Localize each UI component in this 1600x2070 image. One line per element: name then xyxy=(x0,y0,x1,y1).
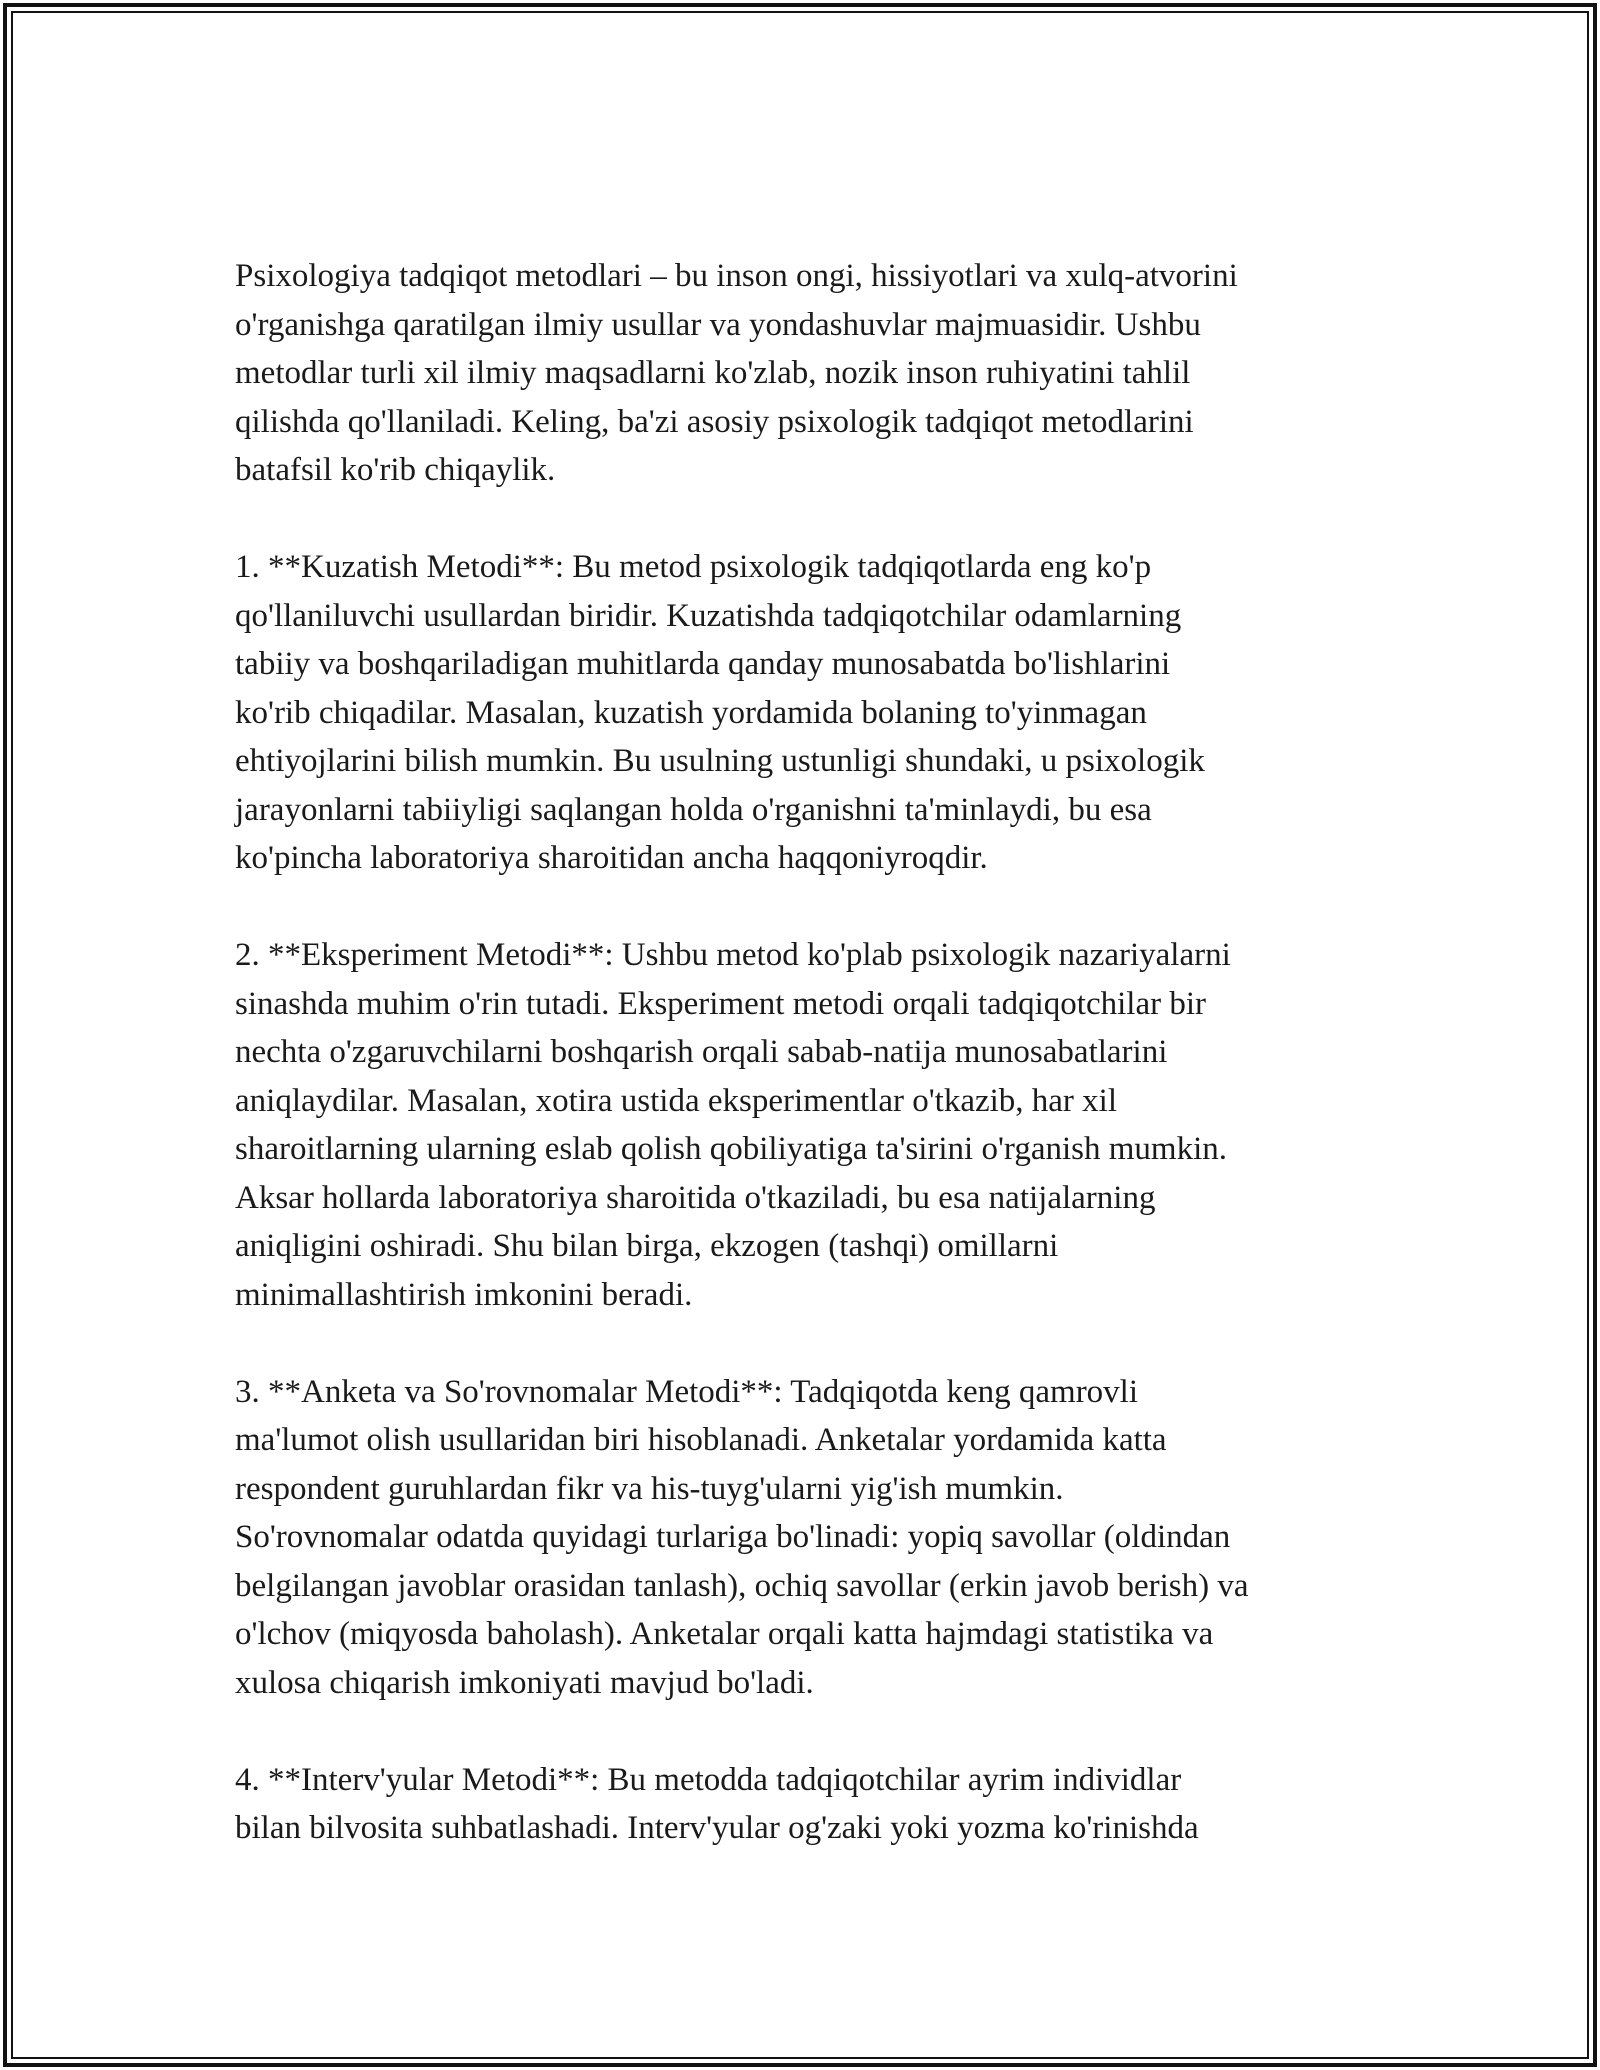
text-line: batafsil ko'rib chiqaylik. xyxy=(235,452,556,488)
text-line: tabiiy va boshqariladigan muhitlarda qanday munosabatda bo'lishlarini xyxy=(235,646,1171,682)
kuzatish-paragraph xyxy=(235,543,1375,883)
text-line: 2. **Eksperiment Metodi**: Ushbu metod ko'plab psixologik nazariyalarni xyxy=(235,937,1231,973)
text-line: metodlar turli xil ilmiy maqsadlarni ko'zlab, nozik inson ruhiyatini tahlil xyxy=(235,355,1191,391)
intervyu-paragraph xyxy=(235,1756,1375,1853)
text-line: qo'llaniluvchi usullardan biridir. Kuzatishda tadqiqotchilar odamlarning xyxy=(235,597,1182,634)
text-line: So'rovnomalar odatda quyidagi turlariga bo'linadi: yopiq savollar (oldindan xyxy=(235,1519,1231,1555)
text-line: jarayonlarni tabiiyligi saqlangan holda o'rganishni ta'minlaydi, bu esa xyxy=(235,791,1152,828)
text-line: nechta o'zgaruvchilarni boshqarish orqali sabab-natija munosabatlarini xyxy=(235,1034,1168,1070)
text-line: xulosa chiqarish imkoniyati mavjud bo'ladi. xyxy=(235,1664,814,1701)
text-line: qilishda qo'llaniladi. Keling, ba'zi asosiy psixologik tadqiqot metodlarini xyxy=(235,403,1194,440)
text-line: 4. **Interv'yular Metodi**: Bu metodda tadqiqotchilar ayrim individlar xyxy=(235,1761,1182,1798)
document-body xyxy=(235,252,1375,1901)
text-line: bilan bilvosita suhbatlashadi. Interv'yular og'zaki yoki yozma ko'rinishda xyxy=(235,1810,1199,1846)
text-line: Psixologiya tadqiqot metodlari – bu inson ongi, hissiyotlari va xulq-atvorini xyxy=(235,258,1238,294)
anketa-paragraph xyxy=(235,1368,1375,1708)
text-line: sharoitlarning ularning eslab qolish qobiliyatiga ta'sirini o'rganish mumkin. xyxy=(235,1131,1227,1167)
text-line: ma'lumot olish usullaridan biri hisoblanadi. Anketalar yordamida katta xyxy=(235,1422,1167,1458)
text-line: aniqlaydilar. Masalan, xotira ustida eksperimentlar o'tkazib, har xil xyxy=(235,1082,1118,1119)
text-line: ehtiyojlarini bilish mumkin. Bu usulning ustunligi shundaki, u psixologik xyxy=(235,743,1205,779)
text-line: minimallashtirish imkonini beradi. xyxy=(235,1276,693,1313)
text-line: ko'pincha laboratoriya sharoitidan ancha haqqoniyroqdir. xyxy=(235,840,988,876)
text-line: o'rganishga qaratilgan ilmiy usullar va yondashuvlar majmuasidir. Ushbu xyxy=(235,306,1201,343)
text-line: o'lchov (miqyosda baholash). Anketalar orqali katta hajmdagi statistika va xyxy=(235,1616,1214,1652)
intro-paragraph xyxy=(235,252,1375,495)
text-line: ko'rib chiqadilar. Masalan, kuzatish yordamida bolaning to'yinmagan xyxy=(235,694,1147,731)
text-line: sinashda muhim o'rin tutadi. Eksperiment metodi orqali tadqiqotchilar bir xyxy=(235,985,1207,1022)
text-line: 3. **Anketa va So'rovnomalar Metodi**: Tadqiqotda keng qamrovli xyxy=(235,1373,1139,1410)
text-line: 1. **Kuzatish Metodi**: Bu metod psixologik tadqiqotlarda eng ko'p xyxy=(235,549,1152,585)
text-line: respondent guruhlardan fikr va his-tuyg'ularni yig'ish mumkin. xyxy=(235,1470,1064,1507)
text-line: aniqligini oshiradi. Shu bilan birga, ekzogen (tashqi) omillarni xyxy=(235,1228,1059,1264)
text-line: Aksar hollarda laboratoriya sharoitida o'tkaziladi, bu esa natijalarning xyxy=(235,1179,1156,1216)
text-line: belgilangan javoblar orasidan tanlash), ochiq savollar (erkin javob berish) va xyxy=(235,1567,1249,1604)
eksperiment-paragraph xyxy=(235,931,1375,1319)
